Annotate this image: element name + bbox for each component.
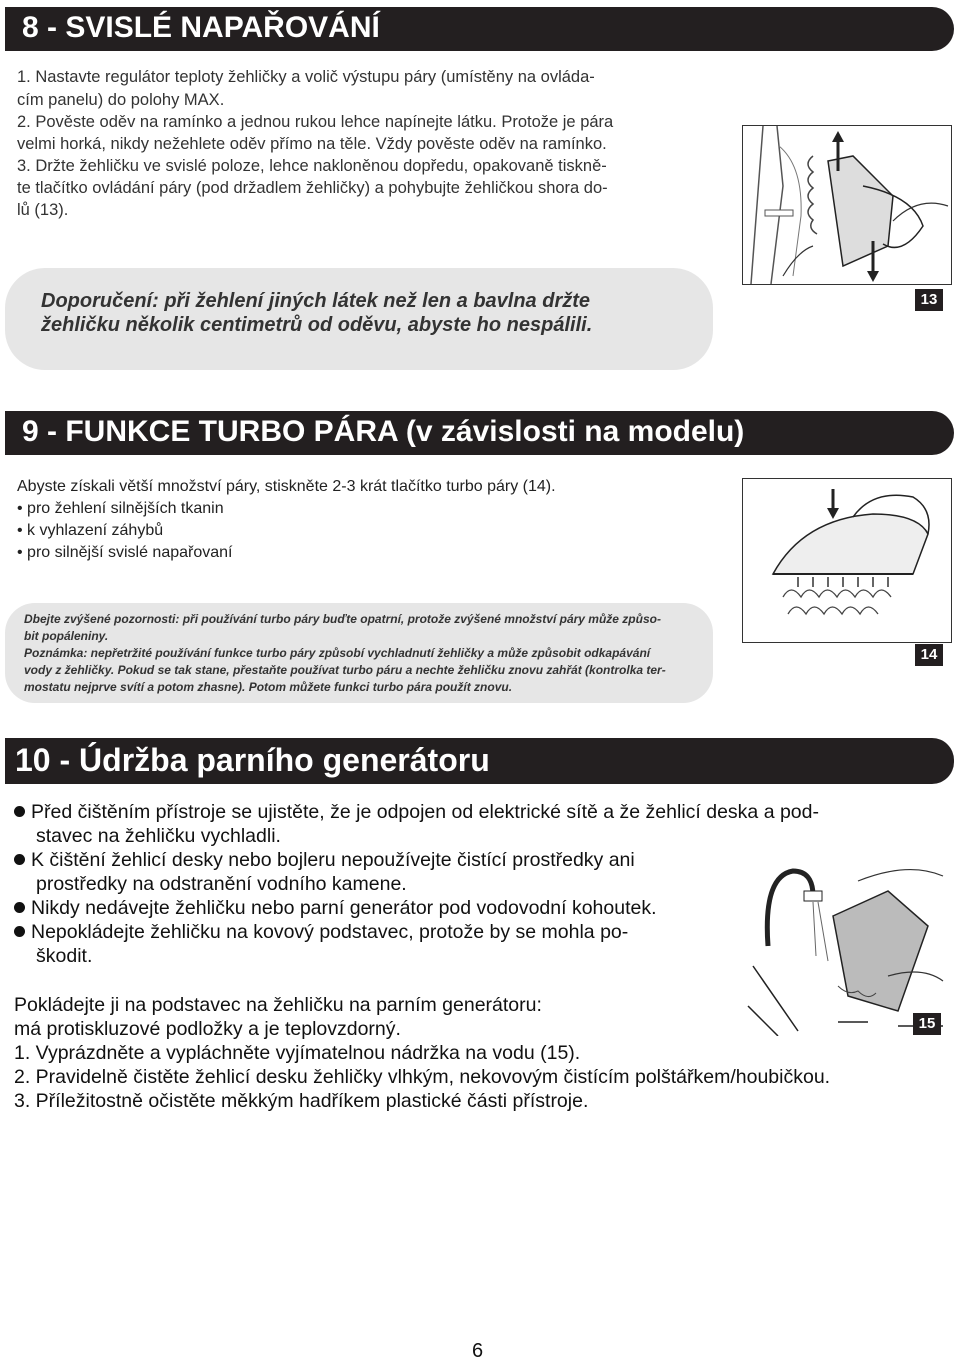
sec9-note-line-3: Poznámka: nepřetržité používání funkce turbo páry způsobí vychladnutí žehličky a může způsobit odkapávání	[24, 646, 651, 660]
sec10-bullet-4-cont: škodit.	[36, 945, 93, 967]
sec9-bullet-1: • pro žehlení silnějších tkanin	[17, 500, 224, 517]
sec10-bullet-1	[14, 800, 819, 824]
vertical-steam-illustration	[743, 126, 951, 284]
sec10-bullet-3	[14, 896, 657, 920]
sec9-note-line-2: bit popáleniny.	[24, 629, 109, 643]
section-9-header	[5, 411, 954, 455]
sec10-bullet-2-text: K čištění žehlicí desky nebo bojleru nepoužívejte čistící prostředky ani	[31, 849, 635, 871]
figure-14-turbo-steam	[742, 478, 952, 643]
sec10-bullet-4-text: Nepokládejte žehličku na kovový podstavec, protože by se mohla po-	[31, 921, 629, 943]
sec9-bullet-2: • k vyhlazení záhybů	[17, 522, 164, 539]
sec10-line-4: 2. Pravidelně čistěte žehlicí desku žehličky vlhkým, nekovovým čistícím polštářkem/houbičkou.	[14, 1066, 831, 1088]
sec10-bullet-2-cont: prostředky na odstranění vodního kamene.	[36, 873, 407, 895]
sec8-line-4: velmi horká, nikdy nežehlete oděv přímo na těle. Vždy pověste oděv na ramínko.	[17, 135, 607, 153]
sec10-line-3: 1. Vyprázdněte a vypláchněte vyjímatelnou nádržka na vodu (15).	[14, 1042, 581, 1064]
section-10-header	[5, 738, 954, 784]
figure-13-vertical-steaming	[742, 125, 952, 285]
section-10-title: 10 - Údržba parního generátoru	[15, 742, 490, 778]
rinse-tank-illustration	[738, 836, 950, 1036]
figure-14-label: 14	[915, 644, 943, 666]
sec9-note-line-5: mostatu nejprve svítí a potom zhasne). Potom můžete funkci turbo pára použít znovu.	[24, 680, 513, 694]
sec10-bullet-3-text: Nikdy nedávejte žehličku nebo parní generátor pod vodovodní kohoutek.	[31, 897, 657, 919]
sec9-note-line-1: Dbejte zvýšené pozornosti: při používání turbo páry buďte opatrní, protože zvýšené množství páry může způso-	[24, 612, 661, 626]
sec8-line-5: 3. Držte žehličku ve svislé poloze, lehce nakloněnou dopředu, opakovaně tiskně-	[17, 157, 607, 175]
page-number: 6	[472, 1340, 484, 1362]
sec10-bullet-2	[14, 848, 635, 872]
figure-15-label: 15	[913, 1013, 941, 1035]
figure-15-rinsing-tank	[738, 836, 950, 1036]
sec10-line-2: má protiskluzové podložky a je teplovzdorný.	[14, 1018, 401, 1040]
sec8-tip-box	[5, 268, 713, 370]
sec8-line-6: te tlačítko ovládání páry (pod držadlem žehličky) a pohybujte žehličkou shora do-	[17, 179, 608, 197]
section-8-title: 8 - SVISLÉ NAPAŘOVÁNÍ	[22, 11, 380, 44]
bullet-dot-icon	[14, 902, 25, 913]
sec9-note-line-4: vody z žehličky. Pokud se tak stane, přestaňte používat turbo páru a nechte žehličku znovu zahřát (kontrolka ter-	[24, 663, 666, 677]
bullet-dot-icon	[14, 806, 25, 817]
sec10-bullet-1-cont: stavec na žehličku vychladli.	[36, 825, 281, 847]
sec8-tip-line-2: žehličku několik centimetrů od oděvu, abyste ho nespálili.	[41, 314, 593, 336]
bullet-dot-icon	[14, 854, 25, 865]
section-9-title: 9 - FUNKCE TURBO PÁRA (v závislosti na modelu)	[22, 415, 745, 448]
sec8-line-2: cím panelu) do polohy MAX.	[17, 91, 225, 109]
sec9-bullet-3: • pro silnější svislé napařovaní	[17, 544, 233, 561]
bullet-dot-icon	[14, 926, 25, 937]
sec9-line-1: Abyste získali větší množství páry, stiskněte 2-3 krát tlačítko turbo páry (14).	[17, 478, 556, 495]
turbo-steam-illustration	[743, 479, 951, 642]
sec10-bullet-1-text: Před čištěním přístroje se ujistěte, že je odpojen od elektrické sítě a že žehlicí deska a pod-	[31, 801, 819, 823]
sec8-line-1: 1. Nastavte regulátor teploty žehličky a volič výstupu páry (umístěny na ovláda-	[17, 68, 595, 86]
sec8-line-3: 2. Pověste oděv na ramínko a jednou rukou lehce napínejte látku. Protože je pára	[17, 113, 614, 131]
sec10-line-5: 3. Příležitostně očistěte měkkým hadříkem plastické části přístroje.	[14, 1090, 589, 1112]
figure-13-label: 13	[915, 289, 943, 311]
section-8-header	[5, 7, 954, 51]
sec9-note-1	[24, 611, 714, 696]
sec8-tip-line-1: Doporučení: při žehlení jiných látek než len a bavlna držte	[41, 290, 591, 312]
sec10-line-1: Pokládejte ji na podstavec na žehličku na parním generátoru:	[14, 994, 542, 1016]
sec10-bullet-4	[14, 920, 628, 944]
sec8-line-7: lů (13).	[17, 201, 69, 219]
